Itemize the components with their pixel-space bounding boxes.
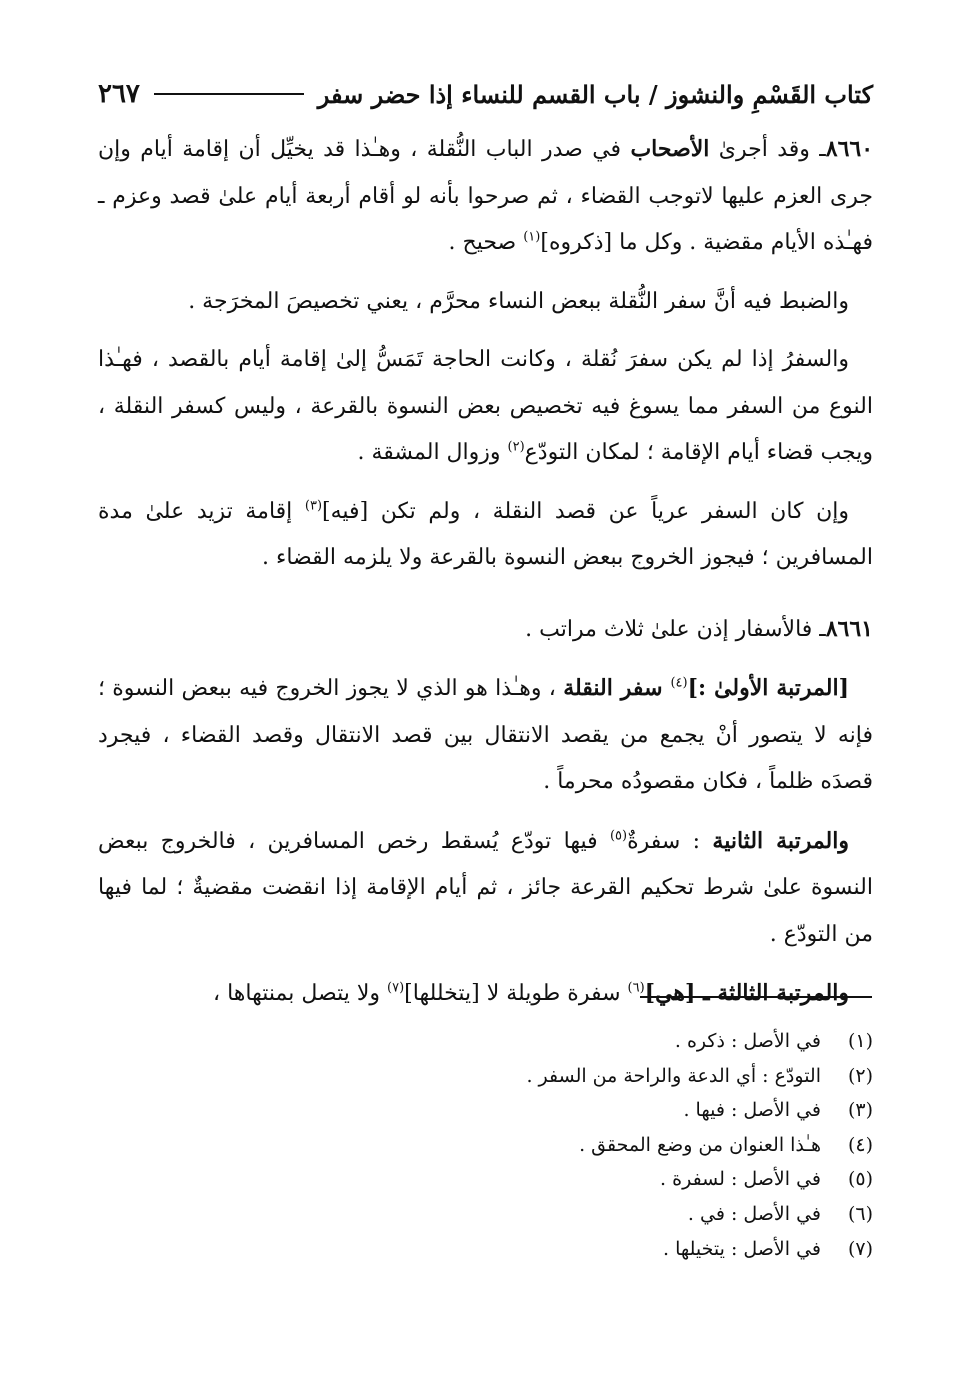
footnote-ref[interactable]: (٤) <box>670 675 688 691</box>
bold-term: والمرتبة الثالثة ـ [هي] <box>644 980 849 1006</box>
text-run: ، وهـٰذا هو الذي لا يجوز الخروج فيه ببعض النسوة ؛ فإنه لا يتصور أنْ يجمع من يقصد الانتقال بين قصد الانتقال وقصد القضاء ، فيجرد قصدَه ظلماً ، فكان مقصودُه محرماً . <box>98 676 873 794</box>
footnote-text: في الأصل : في . <box>687 1202 821 1225</box>
text-run: : سفرةٌ <box>627 828 713 854</box>
text-run: صحيح . <box>448 230 524 255</box>
paragraph-number: ٨٦٦٠ <box>825 136 874 162</box>
footnote-ref[interactable]: (٣) <box>304 498 323 514</box>
header-title: كتاب القَسْمِ والنشوز / باب القسم للنساء إذا حضر سفر <box>317 79 873 109</box>
paragraph <box>98 489 873 582</box>
footnote-ref[interactable]: (٦) <box>627 980 645 996</box>
paragraph <box>98 279 873 326</box>
text-run: والضبط فيه أنَّ سفر النُّقلة ببعض النساء محرَّم ، يعني تخصيصَ المخرَجة . <box>188 288 849 314</box>
page-number: ٢٦٧ <box>98 79 140 109</box>
text-run: فيها تودّع يُسقط رخص المسافرين ، فالخروج ببعض النسوة علىٰ شرط تحكيم القرعة جائز ، ثم أيام الإقامة إذا انقضت مقضيةٌ ؛ لما فيها من التودّع . <box>98 828 873 947</box>
footnote-ref[interactable]: (٥) <box>609 828 628 844</box>
footnote-text: في الأصل : ذكره . <box>674 1030 821 1052</box>
footnote-text: في الأصل : فيها . <box>683 1099 821 1122</box>
footnote-ref[interactable]: (٧) <box>387 980 405 996</box>
paragraph-8661 <box>98 606 873 654</box>
footnote-number: (١) <box>847 1030 873 1052</box>
text-run: سفرة طويلة لا [يتخللها] <box>404 981 628 1006</box>
paragraph <box>98 818 873 959</box>
footnote-number: (٣) <box>847 1099 873 1122</box>
bold-term: سفر النقلة <box>563 675 671 701</box>
footnote <box>98 1232 873 1267</box>
bold-term: الأصحاب <box>630 136 710 162</box>
footnote-number: (٤) <box>847 1133 873 1156</box>
footnote-text: هـٰذا العنوان من وضع المحقق . <box>579 1133 821 1156</box>
footnote-separator <box>640 996 872 998</box>
paragraph <box>98 970 873 1018</box>
footnote <box>98 1059 873 1094</box>
text-run: في صدر الباب النُّقلة ، وهـٰذا قد يخيِّل أن إقامة أيام وإن جرى العزم عليها لاتوجب القضاء ، ثم صرحوا بأنه لو أقام أربعة أيام علىٰ قصد وعزم ـ فهـٰذه الأيام مقضية . وكل ما [ذكروه] <box>98 137 873 255</box>
bold-term: والمرتبة الثانية <box>712 827 849 854</box>
footnote-number: (٦) <box>847 1202 873 1225</box>
footnote-text: في الأصل : يتخيلها . <box>662 1237 821 1260</box>
footnote-text: التودّع : أي الدعة والراحة من السفر . <box>526 1064 821 1087</box>
footnote-text: في الأصل : لسفرة . <box>660 1168 821 1191</box>
footnote <box>98 1024 873 1059</box>
paragraph-number: ٨٦٦١ <box>825 615 873 642</box>
main-text <box>98 126 873 1018</box>
paragraph-8660 <box>98 126 873 267</box>
footnote-number: (٧) <box>847 1237 873 1260</box>
text-run: إقامة تزيد علىٰ مدة المسافرين ؛ فيجوز الخروج ببعض النسوة بالقرعة ولا يلزمه القضاء . <box>98 498 873 570</box>
footnote <box>98 1093 873 1128</box>
footnote <box>98 1197 873 1232</box>
bold-term: [المرتبة الأولىٰ :] <box>687 675 849 701</box>
footnote <box>98 1162 873 1197</box>
footnote-ref[interactable]: (٢) <box>507 439 525 455</box>
footnote-ref[interactable]: (١) <box>523 229 541 245</box>
footnotes <box>98 1024 873 1266</box>
footnote-number: (٢) <box>847 1064 873 1087</box>
text-run: وإن كان السفر عرياً عن قصد النقلة ، ولم تكن [فيه] <box>322 498 850 524</box>
text-run: ـ فالأسفار إذن علىٰ ثلاث مراتب . <box>525 616 826 642</box>
paragraph <box>98 337 873 477</box>
text-run: والسفرُ إذا لم يكن سفرَ نُقلة ، وكانت الحاجة تَمَسُّ إلىٰ إقامة أيام بالقصد ، فهـٰذا النوع من السفر مما يسوغ فيه تخصيص بعض النسوة بالقرعة ، وليس كسفر النقلة ، ويجب قضاء أيام الإقامة ؛ لمكان التودّع <box>98 347 873 465</box>
text-run: ولا يتصل بمنتهاها ، <box>213 981 388 1006</box>
header-rule <box>154 93 304 95</box>
text-run: ـ وقد أجرىٰ <box>709 137 826 162</box>
running-header <box>98 74 873 114</box>
text-run: وزوال المشقة . <box>357 440 508 465</box>
footnote <box>98 1128 873 1163</box>
footnote-number: (٥) <box>847 1168 873 1191</box>
paragraph <box>98 665 873 806</box>
